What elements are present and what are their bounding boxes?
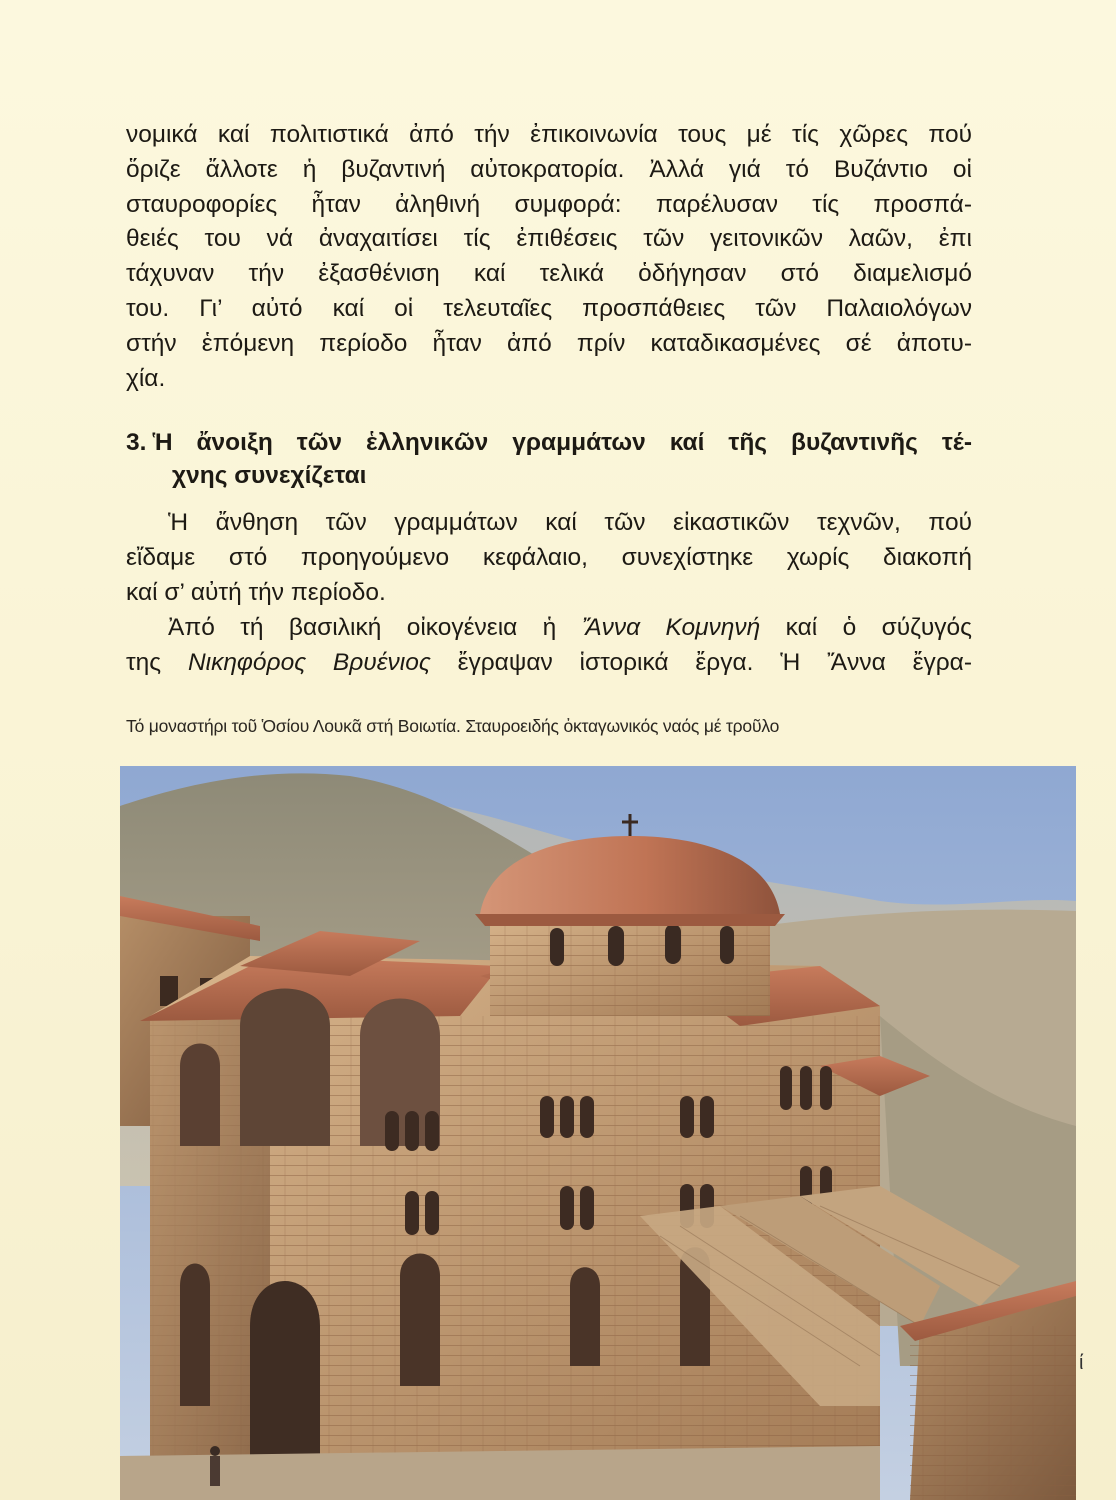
- section-number: 3.: [126, 429, 147, 456]
- paragraph-1-line: ὅριζε ἄλλοτε ἡ βυζαντινή αὐτοκρατορία. Ἀλλά γιά τό Βυζάντιο οἱ: [126, 155, 972, 183]
- paragraph-2-line: εἴδαμε στό προηγούμενο κεφάλαιο, συνεχίστηκε χωρίς διακοπή: [126, 543, 972, 571]
- paragraph-2-line: καί σ’ αὐτή τήν περίοδο.: [126, 578, 386, 606]
- monastery-illustration: [120, 766, 1076, 1500]
- section-heading: [126, 426, 972, 492]
- margin-mark: ί: [1079, 1352, 1084, 1374]
- paragraph-1-line: τάχυναν τήν ἐξασθένιση καί τελικά ὁδήγησαν στό διαμελισμό: [126, 260, 972, 288]
- paragraph-3-line-1: [126, 611, 972, 646]
- paragraph-1-line: σταυροφορίες ἦταν ἀληθινή συμφορά: παρέλυσαν τίς προσπά-: [126, 190, 972, 218]
- paragraph-1-line: χία.: [126, 364, 166, 392]
- paragraph-1-line: θειές του νά ἀναχαιτίσει τίς ἐπιθέσεις τῶν γειτονικῶν λαῶν, ἐπι: [126, 225, 972, 253]
- section-heading-line-2: χνης συνεχίζεται: [172, 462, 367, 489]
- paragraph-1-line: στήν ἑπόμενη περίοδο ἦταν ἀπό πρίν καταδικασμένες σέ ἀποτυ-: [126, 329, 972, 357]
- paragraph-1: [126, 118, 972, 396]
- paragraph-3-text: Ἀπό τή βασιλική οἰκογένεια ἡ: [168, 614, 582, 641]
- person-name-anna: Ἄννα Κομνηνή: [581, 614, 761, 641]
- section-heading-line-1: [126, 426, 972, 459]
- paragraph-3-text: καί ὁ σύζυγός: [760, 614, 972, 641]
- photo-caption: Τό μοναστήρι τοῦ Ὁσίου Λουκᾶ στή Βοιωτία. Σταυροειδής ὀκταγωνικός ναός μέ τροῦλο: [126, 716, 780, 736]
- paragraph-3-line-2: [126, 646, 972, 681]
- paragraph-1-line: του. Γι’ αὐτό καί οἱ τελευταῖες προσπάθειες τῶν Παλαιολόγων: [126, 294, 972, 322]
- section-heading-text-1: Ἡ ἄνοιξη τῶν ἑλληνικῶν γραμμάτων καί τῆς βυζαντινῆς τέ-: [152, 429, 972, 456]
- paragraph-3-text: ἔγραψαν ἱστορικά ἔργα. Ἡ Ἄννα ἔγρα-: [430, 648, 973, 676]
- paragraph-1-line: νομικά καί πολιτιστικά ἀπό τήν ἐπικοινωνία τους μέ τίς χῶρες πού: [126, 121, 972, 148]
- paragraph-2-line: Ἡ ἄνθηση τῶν γραμμάτων καί τῶν εἰκαστικῶν τεχνῶν, πού: [168, 509, 972, 536]
- person-name-nikephoros: Νικηφόρος Βρυένιος: [187, 648, 431, 676]
- monastery-photo: [120, 766, 1076, 1500]
- paragraph-3: [126, 611, 972, 681]
- paragraph-3-text: της: [126, 648, 188, 676]
- paragraph-2: [126, 506, 972, 610]
